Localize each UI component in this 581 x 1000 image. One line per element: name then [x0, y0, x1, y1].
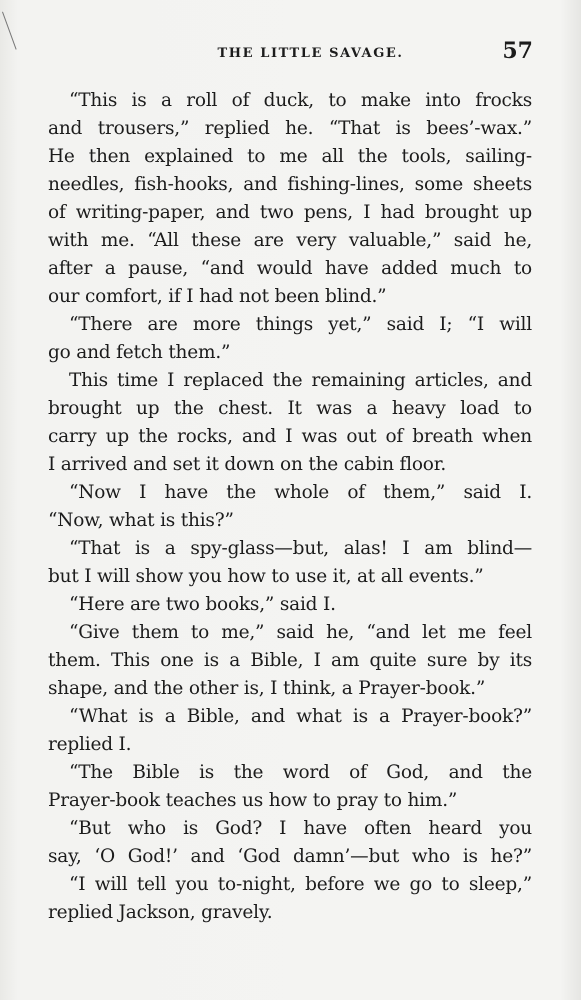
text-line: needles, fish-hooks, and fishing-lines, some sheets: [48, 174, 532, 195]
text-line: He then explained to me all the tools, sailing-: [48, 146, 532, 167]
text-line: brought up the chest. It was a heavy load to: [48, 398, 532, 419]
text-line: replied Jackson, gravely.: [48, 902, 273, 923]
page-header: [48, 38, 533, 68]
text-line: “This is a roll of duck, to make into frocks: [69, 90, 532, 111]
text-line: but I will show you how to use it, at all events.”: [48, 566, 484, 587]
text-line: and trousers,” replied he. “That is bees’-wax.”: [48, 118, 532, 139]
text-line: “There are more things yet,” said I; “I will: [69, 314, 532, 335]
text-line: “The Bible is the word of God, and the: [69, 762, 532, 783]
text-line: “That is a spy-glass—but, alas! I am blind—: [69, 538, 532, 559]
text-line: go and fetch them.”: [48, 342, 231, 363]
text-line: replied I.: [48, 734, 132, 755]
text-line: This time I replaced the remaining articles, and: [69, 370, 532, 391]
page-edge-mark: [2, 9, 24, 50]
text-line: “I will tell you to-night, before we go to sleep,”: [69, 874, 532, 895]
text-line: shape, and the other is, I think, a Prayer-book.”: [48, 678, 486, 699]
page-number: 57: [502, 38, 533, 64]
text-line: carry up the rocks, and I was out of breath when: [48, 426, 532, 447]
text-line: with me. “All these are very valuable,” said he,: [48, 230, 532, 251]
text-line: “What is a Bible, and what is a Prayer-book?”: [69, 706, 532, 727]
text-line: after a pause, “and would have added much to: [48, 258, 532, 279]
text-line: say, ‘O God!’ and ‘God damn’—but who is he?”: [48, 846, 532, 867]
text-line: “Now, what is this?”: [48, 510, 234, 531]
text-line: “Now I have the whole of them,” said I.: [69, 482, 532, 503]
text-line: “But who is God? I have often heard you: [69, 818, 532, 839]
text-line: “Give them to me,” said he, “and let me feel: [69, 622, 532, 643]
running-title: THE LITTLE SAVAGE.: [217, 46, 404, 61]
text-line: “Here are two books,” said I.: [69, 594, 336, 615]
text-line: our comfort, if I had not been blind.”: [48, 286, 387, 307]
body-text: [48, 87, 532, 927]
text-line: Prayer-book teaches us how to pray to him.”: [48, 790, 458, 811]
text-line: them. This one is a Bible, I am quite sure by its: [48, 650, 532, 671]
text-line: of writing-paper, and two pens, I had brought up: [48, 202, 532, 223]
text-line: I arrived and set it down on the cabin floor.: [48, 454, 447, 475]
